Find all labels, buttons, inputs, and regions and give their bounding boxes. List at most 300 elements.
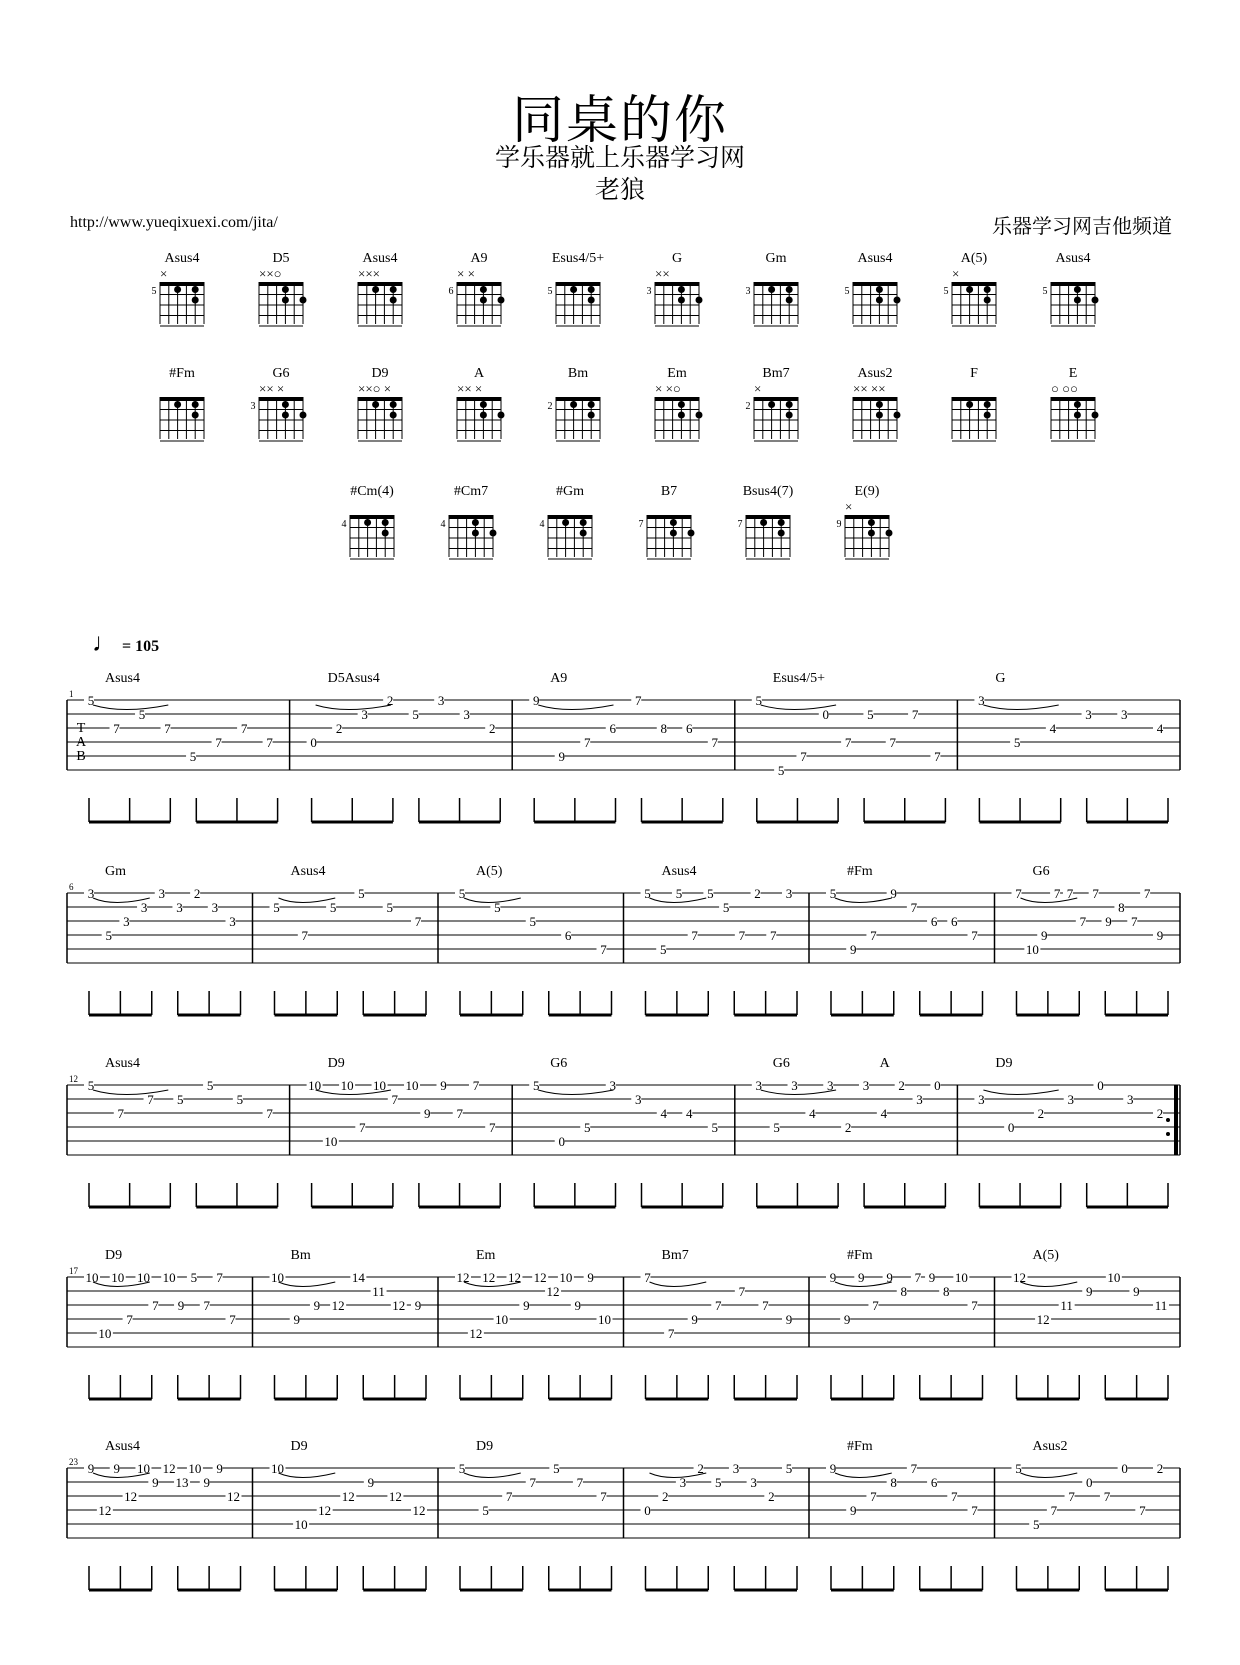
tab-note: 12 (318, 1503, 332, 1518)
tab-measure (974, 671, 1180, 822)
tab-note: 3 (732, 1461, 740, 1476)
tab-note: 2 (335, 721, 343, 736)
chord-diagram (548, 366, 601, 441)
tab-note: 7 (844, 735, 852, 750)
chord-diagram (251, 366, 307, 441)
finger-dot (778, 519, 785, 526)
fret-number: 7 (638, 519, 644, 530)
tab-note: 9 (216, 1461, 223, 1476)
measure-chord-name: D9 (290, 1439, 308, 1454)
tab-note: 7 (910, 900, 918, 915)
source-url: http://www.yueqixuexi.com/jita/ (70, 214, 278, 231)
finger-dot (670, 519, 677, 526)
finger-dot (894, 297, 901, 304)
tab-note: 5 (755, 693, 763, 708)
tab-note: 9 (858, 1270, 865, 1285)
tab-note: 9 (414, 1298, 422, 1313)
tab-note: 7 (914, 1270, 922, 1285)
tab-note: 2 (1037, 1106, 1045, 1121)
measure-chord-name: Asus4 (105, 1439, 141, 1454)
tab-note: 12 (546, 1284, 560, 1299)
tab-note: 9 (87, 1461, 95, 1476)
tab-measure (307, 671, 513, 822)
tab-measure (974, 1056, 1180, 1207)
tab-note: 12 (507, 1270, 521, 1285)
tab-note: 7 (301, 928, 309, 943)
tab-note: 10 (308, 1078, 322, 1093)
tab-note: 14 (351, 1270, 365, 1285)
chord-diagram (548, 251, 605, 326)
tab-note: 5 (1013, 735, 1021, 750)
tab-note: 8 (942, 1284, 950, 1299)
tab-note: 3 (437, 693, 445, 708)
tab-note: 7 (934, 749, 941, 764)
chord-diagram (738, 484, 794, 559)
tab-note: 7 (1092, 886, 1099, 901)
fret-number: 3 (250, 401, 256, 412)
tab-note: 10 (188, 1461, 202, 1476)
chord-name: #Cm7 (453, 484, 489, 499)
chord-name: B7 (660, 484, 678, 499)
measure-chord-name: #Fm (847, 1248, 873, 1263)
tab-note: 3 (785, 886, 793, 901)
tab-note: 9 (928, 1270, 936, 1285)
tie-arc (983, 1090, 1058, 1095)
tab-note: 6 (564, 928, 572, 943)
tab-note: 9 (293, 1312, 300, 1327)
open-mute-marks: × × (457, 266, 475, 281)
tab-note: 5 (138, 707, 146, 722)
tab-note: 5 (236, 1092, 244, 1107)
tab-note: 5 (785, 1461, 793, 1476)
tab-note: 4 (1049, 721, 1057, 736)
chord-name: #Gm (556, 484, 584, 499)
tab-note: 10 (373, 1078, 387, 1093)
measure-number: 23 (69, 1457, 78, 1467)
tab-note: 5 (189, 749, 197, 764)
finger-dot (886, 530, 893, 537)
artist-name: 老狼 (594, 175, 645, 204)
tie-arc (279, 1473, 336, 1478)
finger-dot (1092, 297, 1099, 304)
chord-name: Bm7 (762, 366, 790, 381)
chord-diagram (845, 251, 901, 326)
tab-note: 7 (600, 942, 607, 957)
tab-note: 10 (495, 1312, 509, 1327)
finger-dot (894, 412, 901, 419)
finger-dot (390, 412, 397, 419)
finger-dot (768, 286, 775, 293)
tab-note: 7 (1079, 914, 1087, 929)
open-mute-marks: ××○ (259, 266, 282, 281)
chord-name: #Cm(4) (350, 484, 394, 499)
tab-note: 3 (87, 886, 95, 901)
finger-dot (678, 412, 685, 419)
chord-diagram (358, 251, 402, 326)
tab-note: 9 (849, 942, 857, 957)
tab-note: 12 (469, 1326, 483, 1341)
chord-name: A (473, 366, 485, 381)
chord-diagram (441, 484, 497, 559)
tab-note: 5 (206, 1078, 214, 1093)
tab-note: 9 (785, 1312, 793, 1327)
chord-name: Asus4 (857, 251, 893, 266)
tab-measure (826, 1248, 995, 1399)
tab-note: 5 (386, 900, 393, 915)
tab-clef-letter: A (75, 735, 87, 750)
tab-note: 5 (412, 707, 419, 722)
tab-note: 2 (898, 1078, 905, 1093)
tie-arc (316, 705, 391, 710)
finger-dot (390, 401, 397, 408)
tab-note: 7 (872, 1298, 879, 1313)
finger-dot (1074, 412, 1081, 419)
tab-note: 12 (227, 1489, 240, 1504)
tab-note: 3 (978, 1092, 985, 1107)
tab-note: 5 (715, 1475, 722, 1490)
tab-note: 2 (193, 886, 201, 901)
finger-dot (480, 297, 487, 304)
tab-note: 9 (424, 1106, 431, 1121)
tab-clef-letter: B (76, 749, 86, 764)
open-mute-marks: ××× (358, 266, 380, 281)
tab-note: 9 (1086, 1284, 1093, 1299)
tab-note: 3 (123, 914, 130, 929)
tab-measure (84, 1248, 253, 1399)
finger-dot (696, 412, 703, 419)
tab-note: 4 (809, 1106, 816, 1121)
tab-note: 2 (768, 1489, 775, 1504)
tab-note: 7 (911, 707, 919, 722)
tab-note: 0 (310, 735, 317, 750)
tab-note: 3 (1121, 707, 1128, 722)
tab-note: 5 (1015, 1461, 1022, 1476)
tab-note: 7 (113, 721, 120, 736)
chord-name: Esus4/5+ (551, 251, 605, 266)
tab-note: 9 (203, 1475, 211, 1490)
open-mute-marks: × (160, 266, 168, 281)
measure-number: 12 (69, 1074, 78, 1084)
tab-note: 9 (691, 1312, 698, 1327)
finger-dot (498, 297, 505, 304)
tie-arc (538, 705, 613, 710)
finger-dot (300, 297, 307, 304)
tab-measure (455, 1248, 624, 1399)
tab-note: 3 (1067, 1092, 1074, 1107)
measure-chord-name: Asus2 (1032, 1439, 1068, 1454)
measure-chord-name: Esus4/5+ (772, 671, 826, 686)
measure-chord-name: Asus4 (290, 864, 326, 879)
fret-number: 5 (1042, 286, 1048, 297)
chord-name: Bm (567, 366, 589, 381)
tab-note: 12 (341, 1489, 355, 1504)
tab-note: 3 (978, 693, 985, 708)
fret-number: 3 (745, 286, 751, 297)
finger-dot (490, 530, 497, 537)
chord-diagram (457, 366, 505, 441)
tab-note: 5 (722, 900, 730, 915)
finger-dot (984, 297, 991, 304)
open-mute-marks: ××○ × (358, 381, 392, 396)
tab-note: 4 (686, 1106, 693, 1121)
finger-dot (876, 401, 883, 408)
tab-note: 5 (777, 763, 785, 778)
tab-note: 2 (661, 1489, 669, 1504)
tab-note: 9 (1105, 914, 1112, 929)
chord-name: E (1068, 366, 1078, 381)
tab-note: 3 (361, 707, 368, 722)
finger-dot (1074, 286, 1081, 293)
finger-dot (364, 519, 371, 526)
tab-note: 10 (271, 1270, 284, 1285)
finger-dot (876, 286, 883, 293)
finger-dot (174, 401, 181, 408)
tab-note: 7 (691, 928, 698, 943)
tab-note: 6 (930, 1475, 938, 1490)
tab-note: 3 (463, 707, 470, 722)
tab-note: 7 (266, 735, 273, 750)
tab-note: 12 (1013, 1270, 1026, 1285)
chord-name: Bsus4(7) (742, 484, 794, 499)
tab-note: 0 (1097, 1078, 1104, 1093)
tab-note: 5 (358, 886, 365, 901)
tab-note: 11 (1060, 1298, 1073, 1313)
measure-chord-name: A9 (550, 671, 568, 686)
tab-note: 5 (707, 886, 714, 901)
finger-dot (984, 412, 991, 419)
open-mute-marks: × (845, 499, 853, 514)
fret-number: 2 (547, 401, 553, 412)
tie-arc (983, 705, 1058, 710)
chord-diagram (342, 484, 395, 559)
tab-measure (752, 1056, 958, 1207)
tab-note: 10 (271, 1461, 284, 1476)
tab-note: 12 (392, 1298, 406, 1313)
tab-note: 7 (738, 1284, 746, 1299)
tie-arc (93, 705, 168, 710)
finger-dot (570, 401, 577, 408)
tab-note: 5 (659, 942, 667, 957)
tab-note: 7 (711, 735, 719, 750)
chord-name: Asus4 (164, 251, 200, 266)
tab-measure (529, 1056, 735, 1207)
tab-clef-letter: T (76, 721, 86, 736)
finger-dot (984, 286, 991, 293)
tab-note: 6 (951, 914, 958, 929)
tab-note: 9 (1040, 928, 1048, 943)
tab-note: 5 (829, 886, 837, 901)
tempo-value: = 105 (122, 638, 160, 655)
tab-note: 5 (773, 1120, 780, 1135)
finger-dot (174, 286, 181, 293)
finger-dot (786, 412, 793, 419)
finger-dot (786, 297, 793, 304)
tab-note: 12 (533, 1270, 547, 1285)
channel-label: 乐器学习网吉他频道 (992, 214, 1172, 238)
measure-chord-name: G6 (1032, 864, 1050, 879)
tab-note: 10 (1025, 942, 1039, 957)
tab-note: 3 (609, 1078, 616, 1093)
tab-note: 7 (1050, 1503, 1058, 1518)
tab-note: 10 (136, 1461, 150, 1476)
finger-dot (382, 519, 389, 526)
finger-dot (192, 297, 199, 304)
tab-note: 0 (1086, 1475, 1093, 1490)
tab-note: 6 (686, 721, 693, 736)
fret-number: 5 (844, 286, 850, 297)
chord-name: #Fm (169, 366, 195, 381)
subtitle: 学乐器就上乐器学习网 (494, 143, 745, 172)
tab-note: 9 (152, 1475, 159, 1490)
finger-dot (696, 297, 703, 304)
chord-name: Asus4 (1055, 251, 1091, 266)
finger-dot (562, 519, 569, 526)
tab-note: 5 (482, 1503, 489, 1518)
tab-note: 7 (971, 1503, 978, 1518)
finger-dot (678, 297, 685, 304)
measure-chord-name: Em (476, 1248, 496, 1263)
tab-note: 7 (635, 693, 642, 708)
finger-dot (1092, 412, 1099, 419)
tab-note: 7 (216, 1270, 223, 1285)
open-mute-marks: × (754, 381, 762, 396)
chord-diagram (358, 366, 402, 441)
finger-dot (480, 286, 487, 293)
chord-diagram (647, 251, 703, 326)
tab-measure (84, 1056, 290, 1207)
tab-note: 3 (862, 1078, 870, 1093)
tab-note: 10 (324, 1134, 338, 1149)
chord-name: G6 (272, 366, 290, 381)
fret-number: 7 (737, 519, 743, 530)
chord-diagram (540, 484, 593, 559)
tab-note: 10 (405, 1078, 419, 1093)
tab-note: 7 (1131, 914, 1138, 929)
tab-measure (826, 1439, 995, 1590)
tab-system (67, 671, 1180, 822)
tab-system (67, 1248, 1180, 1399)
open-mute-marks: × (952, 266, 960, 281)
tab-note: 7 (971, 928, 978, 943)
finger-dot (282, 297, 289, 304)
measure-number: 6 (69, 882, 74, 892)
tab-note: 9 (1156, 928, 1164, 943)
tab-note: 5 (87, 1078, 95, 1093)
tab-note: 3 (635, 1092, 642, 1107)
tab-note: 7 (738, 928, 746, 943)
chord-name: F (970, 366, 978, 381)
tab-note: 9 (523, 1298, 530, 1313)
chord-diagram (449, 251, 505, 326)
tab-measure (84, 671, 290, 822)
tab-note: 7 (715, 1298, 722, 1313)
tab-measure (826, 864, 995, 1015)
tab-system (67, 1439, 1180, 1590)
tab-note: 12 (456, 1270, 470, 1285)
quarter-note-icon: ♩ (92, 628, 118, 657)
tab-note: 9 (113, 1461, 120, 1476)
chord-diagram (152, 251, 205, 326)
tab-note: 5 (177, 1092, 184, 1107)
tab-note: 10 (98, 1326, 112, 1341)
tab-note: 2 (488, 721, 496, 736)
tab-system (67, 1056, 1180, 1207)
finger-dot (786, 286, 793, 293)
tab-note: 9 (532, 693, 540, 708)
tab-note: 7 (414, 914, 422, 929)
tab-note: 8 (890, 1475, 897, 1490)
measure-number: 1 (69, 689, 74, 699)
tab-note: 7 (762, 1298, 769, 1313)
tie-arc (93, 1090, 168, 1095)
finger-dot (192, 286, 199, 293)
tab-measure (1012, 1248, 1181, 1399)
tab-note: 7 (1053, 886, 1061, 901)
chord-name: A(5) (960, 251, 988, 266)
open-mute-marks: ×× ×× (853, 381, 886, 396)
chord-diagram (160, 366, 204, 441)
finger-dot (580, 530, 587, 537)
tab-measure (307, 1056, 513, 1207)
chord-name: Asus4 (362, 251, 398, 266)
open-mute-marks: ×× (655, 266, 670, 281)
finger-dot (876, 412, 883, 419)
finger-dot (760, 519, 767, 526)
chord-name: Em (667, 366, 687, 381)
tab-note: 7 (152, 1298, 159, 1313)
finger-dot (192, 412, 199, 419)
tab-note: 7 (391, 1092, 399, 1107)
tab-note: 5 (711, 1120, 719, 1135)
tab-measure (270, 1248, 439, 1399)
tie-arc (835, 898, 892, 903)
finger-dot (768, 401, 775, 408)
tab-note: 9 (587, 1270, 594, 1285)
finger-dot (498, 412, 505, 419)
tab-note: 9 (849, 1503, 857, 1518)
chord-diagram (746, 251, 799, 326)
finger-dot (868, 530, 875, 537)
finger-dot (372, 401, 379, 408)
tab-note: 9 (367, 1475, 375, 1490)
tab-note: 5 (190, 1270, 198, 1285)
tie-arc (1021, 1282, 1078, 1287)
tab-note: 7 (583, 735, 591, 750)
tab-note: 7 (870, 928, 877, 943)
tab-note: 3 (750, 1475, 757, 1490)
chord-diagram (837, 484, 893, 559)
tab-note: 9 (886, 1270, 893, 1285)
finger-dot (1074, 401, 1081, 408)
measure-chord-name: G6 (550, 1056, 568, 1071)
finger-dot (570, 286, 577, 293)
tab-note: 4 (660, 1106, 668, 1121)
tab-note: 9 (829, 1461, 837, 1476)
open-mute-marks: × ×○ (655, 381, 681, 396)
measure-chord-name: G6 (772, 1056, 790, 1071)
chord-diagram (1051, 366, 1099, 441)
tab-note: 8 (1118, 900, 1125, 915)
tab-note: 5 (458, 886, 466, 901)
tab-note: 10 (136, 1270, 150, 1285)
tab-note: 12 (482, 1270, 496, 1285)
tab-note: 6 (609, 721, 616, 736)
tab-note: 12 (124, 1489, 138, 1504)
tab-note: 3 (755, 1078, 763, 1093)
tab-note: 3 (229, 914, 236, 929)
tab-note: 10 (340, 1078, 354, 1093)
finger-dot (588, 286, 595, 293)
